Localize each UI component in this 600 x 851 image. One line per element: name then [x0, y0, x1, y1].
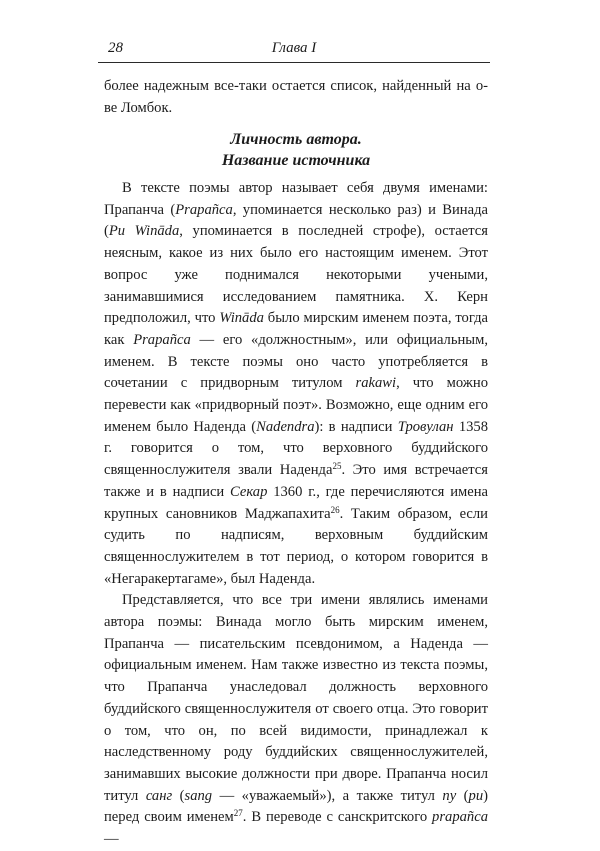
- continuation-paragraph: более надежным все-таки остается список, найденный на о-ве Ломбок.: [104, 78, 488, 116]
- footnote-ref-27[interactable]: 27: [233, 808, 243, 819]
- section-heading-line-1: Личность автора.: [230, 131, 362, 148]
- section-heading: [104, 129, 488, 171]
- page-number: 28: [108, 40, 123, 56]
- italic-term: Тровулан: [397, 418, 454, 435]
- italic-term: prapañca: [432, 809, 488, 826]
- italic-term: пу: [442, 787, 457, 804]
- italic-term: Prapañca: [175, 201, 233, 218]
- italic-term: sang: [184, 787, 213, 804]
- continuation-text: [104, 76, 488, 119]
- italic-term: Wināda: [219, 310, 264, 327]
- footnote-ref-26[interactable]: 26: [330, 504, 340, 515]
- italic-term: rakawi: [355, 375, 397, 392]
- chapter-title: Глава I: [271, 40, 317, 56]
- italic-term: Prapañca: [133, 331, 191, 348]
- italic-term: pu: [468, 787, 484, 804]
- italic-term: Секар: [230, 483, 268, 500]
- italic-term: санг: [145, 787, 173, 804]
- section-heading-line-2: Название источника: [221, 152, 371, 169]
- italic-term: Pu Wināda: [108, 223, 180, 240]
- italic-term: Nadendra: [256, 418, 315, 435]
- footnote-ref-25[interactable]: 25: [332, 461, 342, 472]
- paragraph-1: В тексте поэмы автор называет себя двумя именами: Прапанча (Prapañca, упоминается несколько раз) и Винада (Pu Wināda, упоминается в последней строфе), остается неясным, какое из них было его настоящим именем. Этот вопрос уже поднимался некоторыми учеными, занимавшимися исследованием памятника. Х. Керн предположил, что Wināda было мирским именем поэта, тогда как Prapañca — его «должностным», или официальным, именем. В тексте поэмы оно часто употребляется в сочетании с придворным титулом rakawi, что можно перевести как «придворный поэт». Возможно, еще одним его именем было Наденда (Nadendra): в надписи Тровулан 1358 г. говорится о том, что верховного буддийского священнослужителя звали Наденда$^{25}$. Это имя встречается также и в надписи Секар 1360 г., где перечисляются имена крупных сановников Маджапахита$^{26}$. Таким образом, если судить по надписям, верховным буддийским священнослужителем в тот период, о котором говорится в «Негаракертагаме», был Наденда.: [104, 180, 489, 587]
- running-header: [98, 38, 490, 63]
- paragraph-2: Представляется, что все три имени являлись именами автора поэмы: Винада могло быть мирским именем, Прапанча — писательским псевдонимом, а Наденда — официальным именем. Нам также известно из текста поэмы, что Прапанча унаследовал должность верховного буддийского священнослужителя от своего отца. Это говорит о том, что он, по всей видимости, принадлежал к наследственному роду буддийских священнослужителей, занимавших высокие должности при дворе. Прапанча носил титул санг (sang — «уважаемый»), а также титул пу (pu) перед своим именем$^{27}$. В переводе с санскритского prapañca —: [104, 592, 488, 848]
